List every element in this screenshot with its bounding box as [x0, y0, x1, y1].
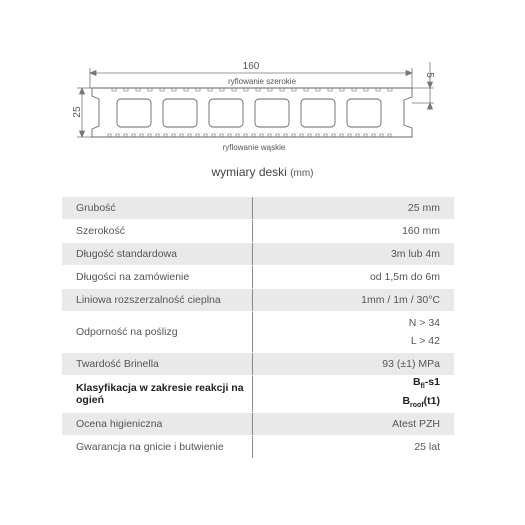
row-label: Liniowa rozszerzalność cieplna [76, 294, 221, 306]
bottom-groove-note: ryflowanie wąskie [222, 143, 286, 152]
row-label: Ocena higieniczna [76, 418, 163, 430]
caption-text: wymiary deski [211, 165, 287, 179]
row-label: Klasyfikacja w zakresie reakcji na ogień [76, 382, 244, 406]
row-label: Szerokość [76, 225, 126, 237]
row-value: 25 lat [414, 441, 440, 453]
row-value: 93 (±1) MPa [382, 358, 440, 370]
row-label: Długość standardowa [76, 248, 177, 260]
width-label: 160 [242, 61, 260, 72]
row-label: Twardość Brinella [76, 358, 159, 370]
row-value: od 1,5m do 6m [369, 271, 440, 283]
row-label: Grubość [76, 202, 116, 214]
table-row [62, 376, 454, 413]
table-row [62, 289, 454, 312]
board-cross-section [92, 88, 412, 137]
table-row [62, 220, 454, 243]
row-value: 3m lub 4m [390, 248, 440, 260]
caption-unit: (mm) [290, 168, 314, 179]
board-profile-diagram [0, 0, 525, 160]
table-row [62, 436, 454, 459]
row-value-secondary: L > 42 [410, 335, 440, 347]
table-row [62, 243, 454, 266]
row-value: 25 mm [407, 202, 440, 214]
lip-dimension [412, 62, 434, 110]
row-value: Atest PZH [392, 418, 440, 430]
height-label: 25 [72, 106, 83, 118]
diagram-caption [0, 165, 525, 179]
row-value: 160 mm [402, 225, 440, 237]
row-label: Długości na zamówienie [76, 271, 190, 283]
row-label: Gwarancja na gnicie i butwienie [76, 441, 224, 453]
row-label: Odporność na poślizg [76, 326, 178, 338]
table-row [62, 353, 454, 376]
table-row [62, 413, 454, 436]
table-row [62, 197, 454, 220]
row-value: N > 34 [408, 317, 440, 329]
fire-class-roof: $B_{roof}(t1)$ [402, 395, 440, 410]
fire-class-floor: $B_{fl}-s1$ [412, 375, 440, 390]
top-groove-note: ryflowanie szerokie [227, 77, 297, 86]
table-row [62, 312, 454, 353]
spec-table [62, 197, 454, 459]
table-row [62, 266, 454, 289]
lip-label: 5 [424, 72, 435, 78]
row-value: 1mm / 1m / 30°C [361, 294, 440, 306]
